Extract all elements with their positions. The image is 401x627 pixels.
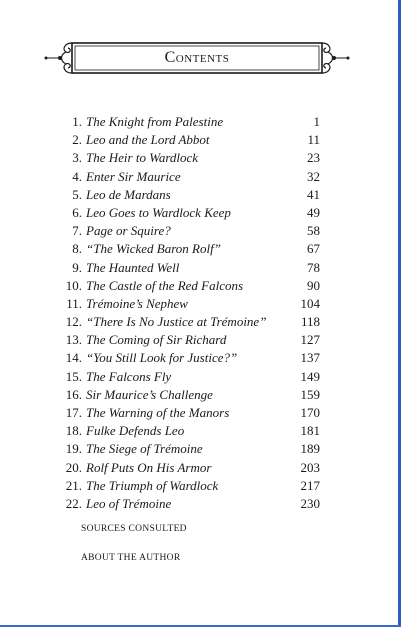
chapter-number: 11. — [66, 295, 82, 311]
toc-entry — [64, 386, 320, 404]
toc-entry — [64, 277, 320, 295]
chapter-number: 22. — [65, 495, 82, 511]
chapter-title: Fulke Defends Leo — [86, 423, 185, 439]
contents-header — [44, 38, 350, 78]
chapter-number: 8. — [72, 241, 82, 257]
chapter-page-number: 32 — [307, 168, 320, 184]
chapter-number: 6. — [72, 204, 82, 220]
chapter-title: Leo Goes to Wardlock Keep — [86, 204, 231, 220]
chapter-page-number: 149 — [300, 368, 320, 384]
chapter-number: 2. — [72, 132, 82, 148]
chapter-title: The Warning of the Manors — [86, 405, 230, 420]
toc-entry — [64, 368, 320, 386]
toc-entry — [64, 295, 320, 313]
chapter-number: 9. — [72, 259, 82, 275]
chapter-page-number: 159 — [300, 386, 320, 402]
chapter-number: 16. — [65, 386, 82, 402]
chapter-page-number: 41 — [307, 186, 320, 202]
chapter-title: “There Is No Justice at Trémoine” — [86, 314, 267, 330]
chapter-number: 3. — [72, 150, 82, 166]
chapter-number: 13. — [65, 332, 82, 348]
chapter-page-number: 58 — [307, 223, 320, 239]
toc-entry — [64, 331, 320, 349]
chapter-title: Enter Sir Maurice — [86, 168, 181, 184]
chapter-number: 18. — [65, 423, 82, 439]
chapter-title: Leo of Trémoine — [86, 495, 172, 511]
chapter-page-number: 104 — [300, 295, 320, 311]
chapter-number: 5. — [72, 186, 82, 202]
chapter-number: 10. — [65, 277, 82, 293]
chapter-number: 21. — [65, 477, 82, 493]
toc-entry — [64, 349, 320, 367]
chapter-title: Page or Squire? — [86, 223, 171, 239]
chapter-title: Trémoine’s Nephew — [86, 295, 188, 311]
chapter-page-number: 49 — [307, 204, 320, 220]
chapter-page-number: 23 — [307, 150, 320, 166]
toc-entry — [64, 168, 320, 186]
chapter-title: The Triumph of Wardlock — [86, 477, 219, 493]
toc-entry — [64, 222, 320, 240]
chapter-number: 15. — [65, 368, 82, 384]
chapter-page-number: 67 — [307, 241, 320, 257]
chapter-page-number: 127 — [300, 332, 320, 348]
chapter-number: 14. — [65, 350, 82, 366]
toc-entry — [64, 477, 320, 495]
chapter-page-number: 230 — [300, 495, 320, 511]
toc-entry — [64, 495, 320, 513]
chapter-title: Leo de Mardans — [86, 186, 171, 202]
toc-entry — [64, 459, 320, 477]
chapter-title: The Knight from Palestine — [86, 114, 224, 129]
chapter-title: The Castle of the Red Falcons — [86, 277, 244, 293]
chapter-title: The Haunted Well — [86, 259, 180, 275]
chapter-page-number: 203 — [300, 459, 320, 475]
toc-entry — [64, 404, 320, 422]
toc-entry — [64, 440, 320, 458]
chapter-number: 19. — [65, 441, 82, 457]
chapter-title: Leo and the Lord Abbot — [86, 132, 210, 148]
table-of-contents — [64, 113, 320, 513]
chapter-page-number: 11 — [307, 132, 320, 148]
chapter-number: 20. — [65, 459, 82, 475]
chapter-page-number: 90 — [307, 277, 320, 293]
toc-entry — [64, 113, 320, 131]
chapter-number: 17. — [65, 405, 82, 420]
chapter-page-number: 217 — [300, 477, 320, 493]
chapter-page-number: 118 — [300, 314, 320, 330]
toc-entry — [64, 186, 320, 204]
chapter-title: The Siege of Trémoine — [86, 441, 203, 457]
chapter-title: “You Still Look for Justice?” — [86, 350, 238, 366]
chapter-title: The Falcons Fly — [86, 368, 172, 384]
chapter-number: 4. — [72, 168, 82, 184]
about-the-author-heading: ABOUT THE AUTHOR — [81, 553, 181, 563]
chapter-page-number: 1 — [313, 114, 320, 129]
chapter-page-number: 181 — [300, 423, 320, 439]
toc-entry — [64, 149, 320, 167]
toc-entry — [64, 422, 320, 440]
chapter-page-number: 189 — [300, 441, 320, 457]
chapter-title: The Coming of Sir Richard — [86, 332, 227, 348]
chapter-page-number: 137 — [300, 350, 320, 366]
toc-entry — [64, 131, 320, 149]
chapter-title: “The Wicked Baron Rolf” — [86, 241, 221, 257]
chapter-title: The Heir to Wardlock — [86, 150, 199, 166]
sources-consulted-heading: SOURCES CONSULTED — [81, 524, 187, 534]
chapter-title: Sir Maurice’s Challenge — [86, 386, 213, 402]
toc-entry — [64, 204, 320, 222]
chapter-number: 1. — [72, 114, 82, 129]
chapter-page-number: 170 — [300, 405, 320, 420]
chapter-title: Rolf Puts On His Armor — [86, 459, 212, 475]
toc-entry — [64, 313, 320, 331]
chapter-number: 7. — [72, 223, 82, 239]
page-title: Contents — [164, 49, 230, 66]
toc-entry — [64, 240, 320, 258]
toc-entry — [64, 259, 320, 277]
chapter-number: 12. — [65, 314, 82, 330]
chapter-page-number: 78 — [307, 259, 320, 275]
